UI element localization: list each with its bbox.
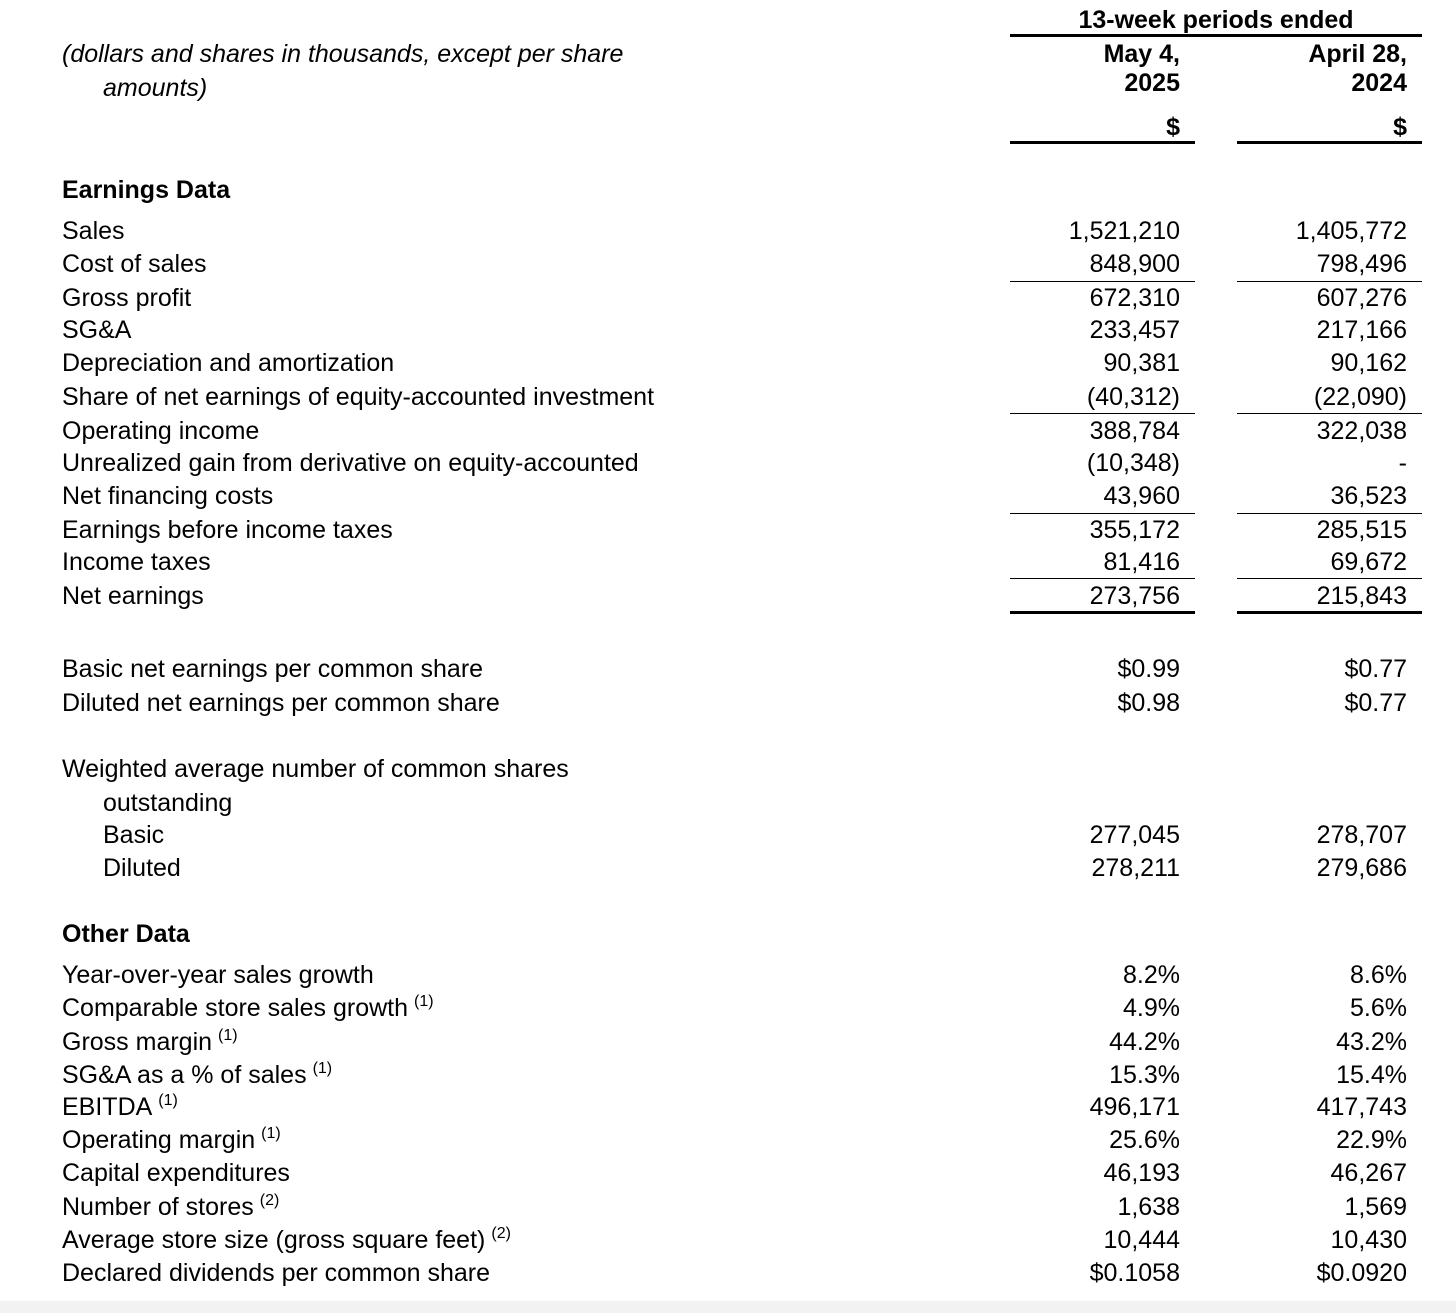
row-value-2024: 8.6% — [1350, 961, 1407, 989]
row-label: Diluted — [103, 854, 181, 882]
row-label: Net financing costs — [62, 482, 274, 510]
row-value-2024: 215,843 — [1316, 582, 1407, 610]
row-value-2025: 90,381 — [1103, 349, 1180, 377]
row-value-2025: 81,416 — [1103, 548, 1180, 576]
period-title-rule — [1010, 34, 1422, 37]
shares-section-title: Weighted average number of common shares — [62, 755, 569, 783]
row-value-2025: 25.6% — [1109, 1126, 1180, 1154]
row-label: Operating income — [62, 417, 260, 445]
row-label: Income taxes — [62, 548, 211, 576]
row-value-2025: 273,756 — [1089, 582, 1180, 610]
row-label — [62, 1060, 332, 1094]
label-text: Year-over-year sales growth — [62, 961, 374, 989]
row-label: Basic — [103, 821, 165, 849]
row-value-2024: $0.77 — [1344, 689, 1407, 717]
row-label: SG&A — [62, 316, 132, 344]
row-value-2024: 607,276 — [1316, 284, 1407, 312]
period-title: 13-week periods ended — [1078, 6, 1354, 34]
row-label — [62, 1225, 511, 1259]
row-value-2024: 285,515 — [1316, 516, 1407, 544]
row-label — [62, 993, 434, 1027]
row-label: Gross profit — [62, 284, 192, 312]
row-label — [62, 1125, 281, 1159]
row-label: Share of net earnings of equity-accounted investment — [62, 383, 655, 411]
row-value-2024: 1,405,772 — [1295, 217, 1407, 245]
footnote-ref: (1) — [312, 1060, 333, 1077]
label-text: Number of stores — [62, 1193, 254, 1221]
row-label — [62, 1158, 290, 1188]
row-value-2024: 217,166 — [1316, 316, 1407, 344]
subtotal-rule-col1 — [1010, 281, 1195, 282]
label-text: Gross margin — [62, 1028, 213, 1056]
row-value-2025: 672,310 — [1089, 284, 1180, 312]
row-value-2024: 10,430 — [1330, 1226, 1407, 1254]
subtotal-rule-col1 — [1010, 413, 1195, 414]
row-value-2025: $0.1058 — [1089, 1259, 1180, 1287]
row-value-2024: 46,267 — [1330, 1159, 1407, 1187]
row-value-2025: 1,521,210 — [1068, 217, 1180, 245]
row-value-2025: 15.3% — [1109, 1061, 1180, 1089]
row-label: Unrealized gain from derivative on equity-accounted — [62, 449, 639, 477]
row-value-2024: 43.2% — [1336, 1028, 1407, 1056]
row-value-2025: 8.2% — [1123, 961, 1180, 989]
label-text: SG&A as a % of sales — [62, 1061, 307, 1089]
total-rule-col2 — [1237, 611, 1422, 614]
row-value-2024: 69,672 — [1330, 548, 1407, 576]
row-label: Net earnings — [62, 582, 204, 610]
subtotal-rule-col2 — [1237, 413, 1422, 414]
row-value-2025: 355,172 — [1089, 516, 1180, 544]
label-text: EBITDA — [62, 1093, 153, 1121]
row-value-2025: 233,457 — [1089, 316, 1180, 344]
footnote-ref: (1) — [218, 1027, 238, 1044]
subtotal-rule-col1 — [1010, 578, 1195, 579]
row-value-2024: $0.0920 — [1316, 1259, 1407, 1287]
shares-section-title-continued: outstanding — [103, 789, 233, 817]
label-text: Capital expenditures — [62, 1159, 290, 1187]
row-value-2025: 44.2% — [1109, 1028, 1180, 1056]
row-value-2025: $0.98 — [1117, 689, 1180, 717]
subtotal-rule-col1 — [1010, 513, 1195, 514]
earnings-section-title: Earnings Data — [62, 176, 231, 204]
row-value-2025: (10,348) — [1086, 449, 1180, 477]
row-value-2024: 417,743 — [1316, 1093, 1407, 1121]
total-rule-col1 — [1010, 611, 1195, 614]
label-text: Operating margin — [62, 1126, 256, 1154]
footnote-ref: (1) — [261, 1125, 281, 1142]
footnote-ref: (1) — [414, 993, 434, 1010]
row-value-2024: (22,090) — [1313, 383, 1407, 411]
footnote-ref: (1) — [158, 1092, 178, 1109]
row-label: Basic net earnings per common share — [62, 655, 484, 683]
row-label: Earnings before income taxes — [62, 516, 393, 544]
row-value-2025: 278,211 — [1091, 854, 1180, 882]
bottom-edge-strip — [0, 1301, 1456, 1313]
col1-header-rule — [1010, 141, 1195, 144]
units-note-continued: amounts) — [103, 74, 208, 102]
subtotal-rule-col2 — [1237, 281, 1422, 282]
row-value-2025: 496,171 — [1089, 1093, 1180, 1121]
row-label: Cost of sales — [62, 250, 207, 278]
row-value-2024: 36,523 — [1330, 482, 1407, 510]
row-label — [62, 1027, 238, 1061]
col1-date: May 4, — [1103, 40, 1180, 68]
label-text: Average store size (gross square feet) — [62, 1226, 486, 1254]
row-value-2025: 46,193 — [1103, 1159, 1180, 1187]
row-label: Depreciation and amortization — [62, 349, 395, 377]
row-value-2025: 4.9% — [1123, 994, 1180, 1022]
row-value-2024: 279,686 — [1316, 854, 1407, 882]
row-value-2024: 322,038 — [1316, 417, 1407, 445]
subtotal-rule-col2 — [1237, 513, 1422, 514]
row-value-2024: 1,569 — [1344, 1193, 1407, 1221]
row-label: Sales — [62, 217, 125, 245]
row-value-2024: 90,162 — [1330, 349, 1407, 377]
col2-year: 2024 — [1351, 69, 1407, 97]
label-text: Declared dividends per common share — [62, 1259, 490, 1287]
row-value-2024: 15.4% — [1336, 1061, 1407, 1089]
row-value-2025: (40,312) — [1086, 383, 1180, 411]
subtotal-rule-col2 — [1237, 578, 1422, 579]
col2-date: April 28, — [1308, 40, 1407, 68]
row-value-2025: 848,900 — [1089, 250, 1180, 278]
row-value-2025: $0.99 — [1117, 655, 1180, 683]
row-label — [62, 1192, 279, 1226]
row-value-2024: 22.9% — [1336, 1126, 1407, 1154]
col2-currency: $ — [1393, 113, 1407, 141]
row-value-2024: $0.77 — [1344, 655, 1407, 683]
row-value-2024: 278,707 — [1316, 821, 1407, 849]
row-value-2025: 10,444 — [1103, 1226, 1180, 1254]
col1-year: 2025 — [1124, 69, 1180, 97]
other-section-title: Other Data — [62, 920, 190, 948]
row-value-2024: 798,496 — [1316, 250, 1407, 278]
row-value-2025: 388,784 — [1089, 417, 1180, 445]
row-value-2024: - — [1398, 449, 1407, 477]
row-label — [62, 1258, 490, 1288]
row-label: Diluted net earnings per common share — [62, 689, 500, 717]
col2-header-rule — [1237, 141, 1422, 144]
row-value-2025: 1,638 — [1117, 1193, 1180, 1221]
row-value-2024: 5.6% — [1350, 994, 1407, 1022]
units-note: (dollars and shares in thousands, except per share — [62, 40, 624, 68]
row-label — [62, 960, 374, 990]
footnote-ref: (2) — [491, 1225, 511, 1242]
row-label — [62, 1092, 178, 1126]
row-value-2025: 43,960 — [1103, 482, 1180, 510]
col1-currency: $ — [1166, 113, 1180, 141]
footnote-ref: (2) — [259, 1192, 280, 1209]
row-value-2025: 277,045 — [1089, 821, 1180, 849]
label-text: Comparable store sales growth — [62, 994, 408, 1022]
